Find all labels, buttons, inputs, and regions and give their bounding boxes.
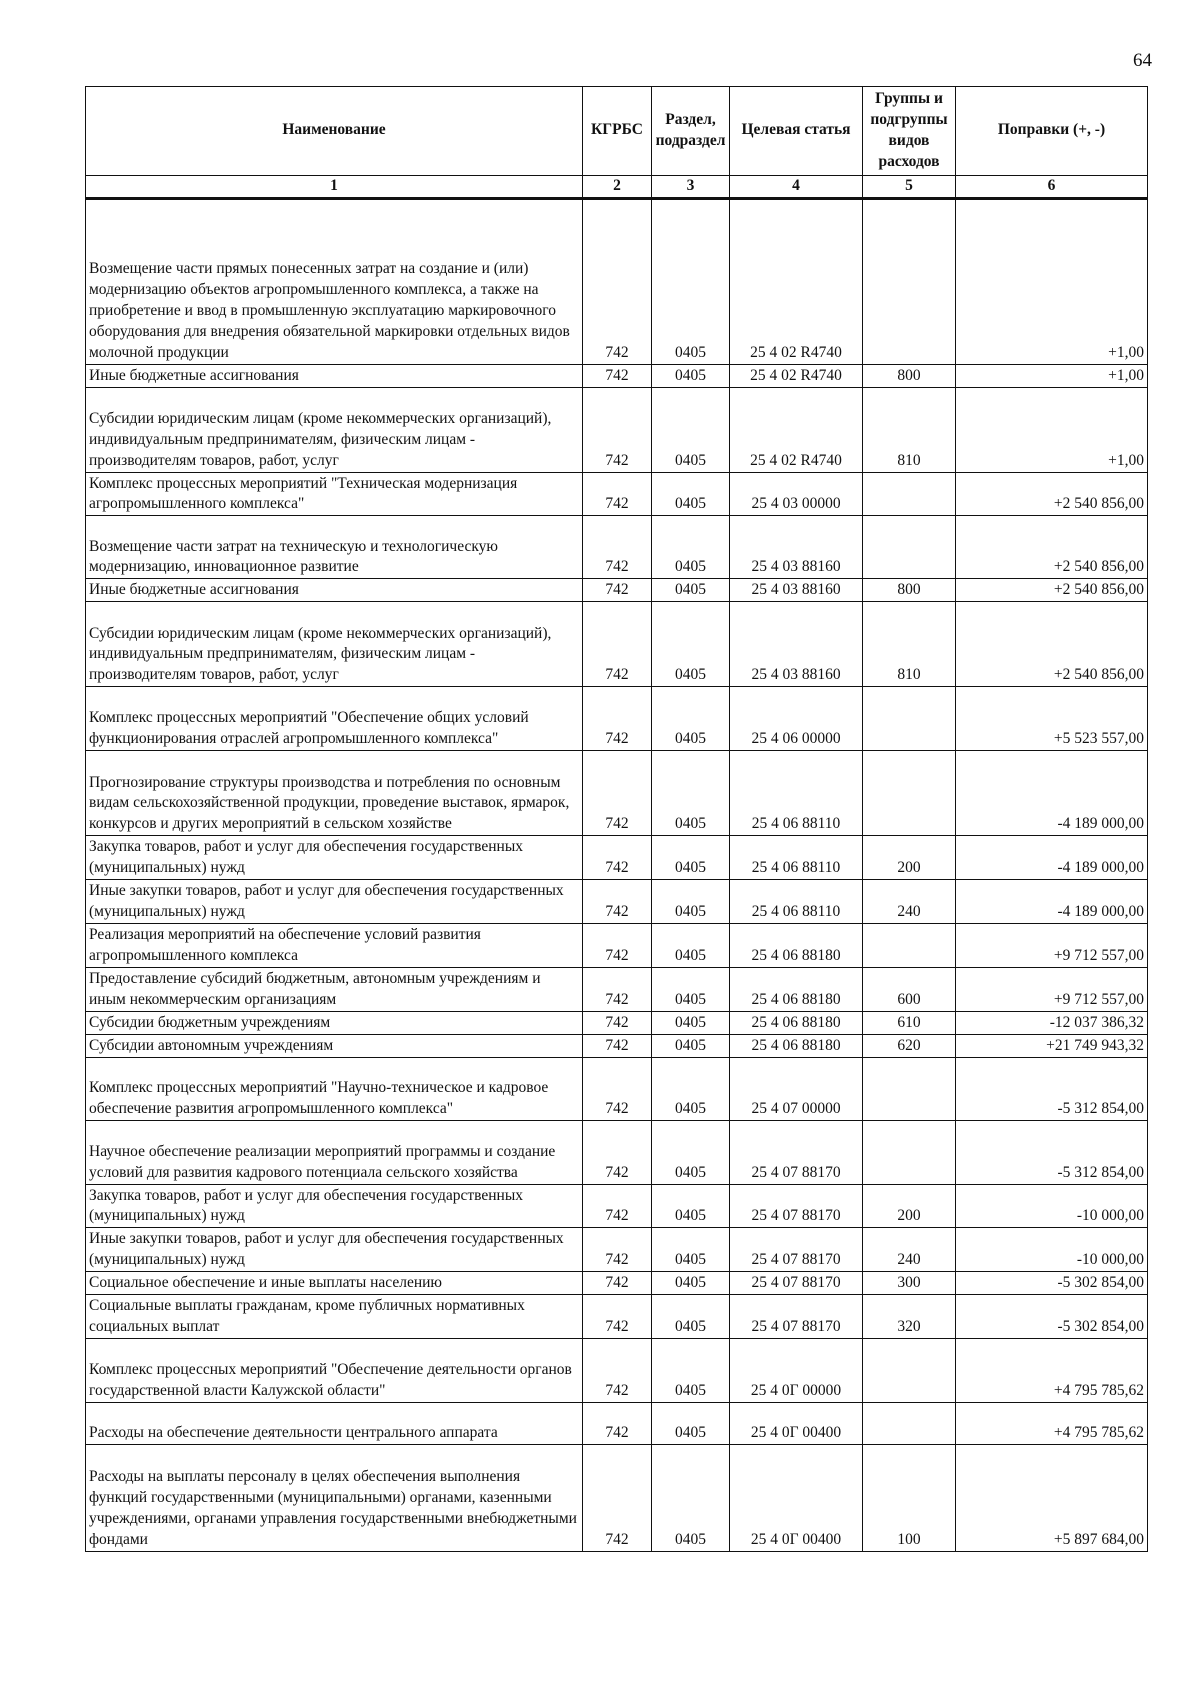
row-target: 25 4 02 R4740 [730,387,863,472]
row-kgrbs: 742 [583,364,652,387]
row-target: 25 4 03 88160 [730,516,863,579]
row-target: 25 4 03 00000 [730,472,863,516]
row-group: 300 [863,1272,956,1295]
table-row [86,364,1148,387]
table-row [86,1057,1148,1120]
row-target: 25 4 02 R4740 [730,364,863,387]
row-group [863,923,956,967]
row-kgrbs: 742 [583,1120,652,1184]
col-number: 2 [583,175,652,198]
row-target: 25 4 02 R4740 [730,198,863,364]
row-section: 0405 [652,1011,730,1034]
row-amount: -5 302 854,00 [956,1295,1148,1339]
row-group [863,1338,956,1402]
row-kgrbs: 742 [583,1338,652,1402]
col-header-groups: Группы и подгруппы видов расходов [863,87,956,176]
row-kgrbs: 742 [583,880,652,924]
row-target: 25 4 0Г 00400 [730,1444,863,1551]
row-group: 240 [863,880,956,924]
col-number: 6 [956,175,1148,198]
col-header-amendments: Поправки (+, -) [956,87,1148,176]
row-name: Иные бюджетные ассигнования [86,364,583,387]
row-kgrbs: 742 [583,1057,652,1120]
table-row [86,751,1148,836]
row-target: 25 4 06 88110 [730,880,863,924]
row-target: 25 4 03 88160 [730,579,863,602]
row-section: 0405 [652,579,730,602]
row-kgrbs: 742 [583,1034,652,1057]
row-amount: -10 000,00 [956,1184,1148,1228]
row-group: 200 [863,1184,956,1228]
row-group: 810 [863,602,956,687]
table-row [86,387,1148,472]
row-amount: +4 795 785,62 [956,1338,1148,1402]
row-amount: +9 712 557,00 [956,923,1148,967]
row-amount: +5 523 557,00 [956,687,1148,751]
page-number: 64 [1133,50,1152,71]
row-kgrbs: 742 [583,198,652,364]
row-name: Возмещение части прямых понесенных затрат на создание и (или) модернизацию объектов агропромышленного комплекса, а также на приобретение и ввод в промышленную эксплуатацию маркировочного оборудования для внедрения обязательной маркировки отдельных видов молочной продукции [86,198,583,364]
table-row [86,1120,1148,1184]
row-name: Субсидии юридическим лицам (кроме некоммерческих организаций), индивидуальным предпринимателям, физическим лицам - производителям товаров, работ, услуг [86,387,583,472]
row-section: 0405 [652,364,730,387]
table-row [86,1011,1148,1034]
row-group: 810 [863,387,956,472]
row-amount: -12 037 386,32 [956,1011,1148,1034]
row-target: 25 4 07 88170 [730,1272,863,1295]
row-amount: +2 540 856,00 [956,579,1148,602]
row-group: 610 [863,1011,956,1034]
table-row [86,472,1148,516]
row-section: 0405 [652,602,730,687]
row-section: 0405 [652,967,730,1011]
row-section: 0405 [652,1272,730,1295]
row-section: 0405 [652,1444,730,1551]
table-row [86,1295,1148,1339]
row-section: 0405 [652,472,730,516]
row-section: 0405 [652,923,730,967]
col-number: 1 [86,175,583,198]
row-kgrbs: 742 [583,1295,652,1339]
row-target: 25 4 06 88180 [730,1011,863,1034]
table-row [86,1034,1148,1057]
table-row [86,687,1148,751]
row-amount: -10 000,00 [956,1228,1148,1272]
row-kgrbs: 742 [583,1444,652,1551]
row-target: 25 4 06 88180 [730,1034,863,1057]
row-name: Социальные выплаты гражданам, кроме публичных нормативных социальных выплат [86,1295,583,1339]
row-target: 25 4 07 00000 [730,1057,863,1120]
row-kgrbs: 742 [583,602,652,687]
row-group: 600 [863,967,956,1011]
row-name: Комплекс процессных мероприятий "Научно-техническое и кадровое обеспечение развития агропромышленного комплекса" [86,1057,583,1120]
row-group [863,687,956,751]
row-name: Комплекс процессных мероприятий "Обеспечение общих условий функционирования отраслей агропромышленного комплекса" [86,687,583,751]
row-amount: +5 897 684,00 [956,1444,1148,1551]
row-section: 0405 [652,516,730,579]
table-row [86,602,1148,687]
col-number: 3 [652,175,730,198]
row-amount: +21 749 943,32 [956,1034,1148,1057]
row-kgrbs: 742 [583,387,652,472]
row-target: 25 4 06 88110 [730,751,863,836]
row-name: Закупка товаров, работ и услуг для обеспечения государственных (муниципальных) нужд [86,836,583,880]
row-target: 25 4 0Г 00400 [730,1402,863,1444]
row-amount: +2 540 856,00 [956,602,1148,687]
row-section: 0405 [652,1034,730,1057]
table-row [86,1184,1148,1228]
row-amount: +9 712 557,00 [956,967,1148,1011]
row-section: 0405 [652,751,730,836]
row-group: 200 [863,836,956,880]
row-name: Реализация мероприятий на обеспечение условий развития агропромышленного комплекса [86,923,583,967]
col-header-section: Раздел, подраздел [652,87,730,176]
table-row [86,923,1148,967]
row-name: Научное обеспечение реализации мероприятий программы и создание условий для развития кадрового потенциала сельского хозяйства [86,1120,583,1184]
table-header-row [86,87,1148,176]
row-amount: -5 312 854,00 [956,1057,1148,1120]
table-row [86,1338,1148,1402]
row-target: 25 4 06 88180 [730,923,863,967]
row-section: 0405 [652,1120,730,1184]
row-section: 0405 [652,1057,730,1120]
row-kgrbs: 742 [583,836,652,880]
row-amount: +2 540 856,00 [956,516,1148,579]
row-kgrbs: 742 [583,579,652,602]
row-name: Возмещение части затрат на техническую и технологическую модернизацию, инновационное развитие [86,516,583,579]
row-amount: +2 540 856,00 [956,472,1148,516]
row-section: 0405 [652,687,730,751]
table-row [86,836,1148,880]
row-section: 0405 [652,1184,730,1228]
row-group: 800 [863,579,956,602]
row-target: 25 4 06 88110 [730,836,863,880]
table-row [86,1272,1148,1295]
col-number: 5 [863,175,956,198]
row-amount: +4 795 785,62 [956,1402,1148,1444]
table-row [86,516,1148,579]
row-group: 100 [863,1444,956,1551]
row-amount: -5 312 854,00 [956,1120,1148,1184]
row-kgrbs: 742 [583,751,652,836]
row-amount: -4 189 000,00 [956,880,1148,924]
row-section: 0405 [652,1228,730,1272]
row-target: 25 4 06 00000 [730,687,863,751]
row-section: 0405 [652,198,730,364]
row-amount: +1,00 [956,364,1148,387]
row-group [863,516,956,579]
row-kgrbs: 742 [583,967,652,1011]
row-name: Прогнозирование структуры производства и потребления по основным видам сельскохозяйственной продукции, проведение выставок, ярмарок, конкурсов и других мероприятий в сельском хозяйстве [86,751,583,836]
row-target: 25 4 07 88170 [730,1295,863,1339]
row-name: Социальное обеспечение и иные выплаты населению [86,1272,583,1295]
row-name: Субсидии юридическим лицам (кроме некоммерческих организаций), индивидуальным предпринимателям, физическим лицам - производителям товаров, работ, услуг [86,602,583,687]
budget-amendments-table [85,86,1148,1552]
row-name: Иные закупки товаров, работ и услуг для обеспечения государственных (муниципальных) нужд [86,1228,583,1272]
col-header-kgrbs: КГРБС [583,87,652,176]
row-group [863,198,956,364]
row-name: Расходы на обеспечение деятельности центрального аппарата [86,1402,583,1444]
table-row [86,198,1148,364]
row-name: Субсидии автономным учреждениям [86,1034,583,1057]
table-row [86,1444,1148,1551]
row-group: 800 [863,364,956,387]
table-row [86,579,1148,602]
row-amount: +1,00 [956,198,1148,364]
table-row [86,1402,1148,1444]
row-name: Комплекс процессных мероприятий "Техническая модернизация агропромышленного комплекса" [86,472,583,516]
row-kgrbs: 742 [583,1402,652,1444]
row-name: Комплекс процессных мероприятий "Обеспечение деятельности органов государственной власти Калужской области" [86,1338,583,1402]
row-group: 620 [863,1034,956,1057]
row-name: Иные бюджетные ассигнования [86,579,583,602]
row-amount: -5 302 854,00 [956,1272,1148,1295]
row-group [863,1057,956,1120]
row-target: 25 4 03 88160 [730,602,863,687]
row-kgrbs: 742 [583,687,652,751]
row-target: 25 4 06 88180 [730,967,863,1011]
row-group: 320 [863,1295,956,1339]
table-row [86,880,1148,924]
row-kgrbs: 742 [583,1228,652,1272]
row-name: Субсидии бюджетным учреждениям [86,1011,583,1034]
table-row [86,967,1148,1011]
row-section: 0405 [652,1338,730,1402]
row-target: 25 4 07 88170 [730,1120,863,1184]
row-kgrbs: 742 [583,472,652,516]
row-target: 25 4 07 88170 [730,1228,863,1272]
row-section: 0405 [652,880,730,924]
row-name: Закупка товаров, работ и услуг для обеспечения государственных (муниципальных) нужд [86,1184,583,1228]
row-section: 0405 [652,1295,730,1339]
row-name: Расходы на выплаты персоналу в целях обеспечения выполнения функций государственными (муниципальными) органами, казенными учреждениями, органами управления государственными внебюджетными фондами [86,1444,583,1551]
row-section: 0405 [652,836,730,880]
row-kgrbs: 742 [583,1011,652,1034]
row-kgrbs: 742 [583,1272,652,1295]
row-name: Иные закупки товаров, работ и услуг для обеспечения государственных (муниципальных) нужд [86,880,583,924]
row-amount: -4 189 000,00 [956,751,1148,836]
row-kgrbs: 742 [583,1184,652,1228]
row-group [863,751,956,836]
row-amount: +1,00 [956,387,1148,472]
column-number-row [86,175,1148,198]
row-section: 0405 [652,1402,730,1444]
row-section: 0405 [652,387,730,472]
row-name: Предоставление субсидий бюджетным, автономным учреждениям и иным некоммерческим организациям [86,967,583,1011]
table-row [86,1228,1148,1272]
row-group [863,1402,956,1444]
row-group [863,472,956,516]
row-group [863,1120,956,1184]
row-target: 25 4 0Г 00000 [730,1338,863,1402]
row-group: 240 [863,1228,956,1272]
col-header-target: Целевая статья [730,87,863,176]
row-kgrbs: 742 [583,516,652,579]
row-kgrbs: 742 [583,923,652,967]
row-amount: -4 189 000,00 [956,836,1148,880]
col-header-name: Наименование [86,87,583,176]
col-number: 4 [730,175,863,198]
row-target: 25 4 07 88170 [730,1184,863,1228]
